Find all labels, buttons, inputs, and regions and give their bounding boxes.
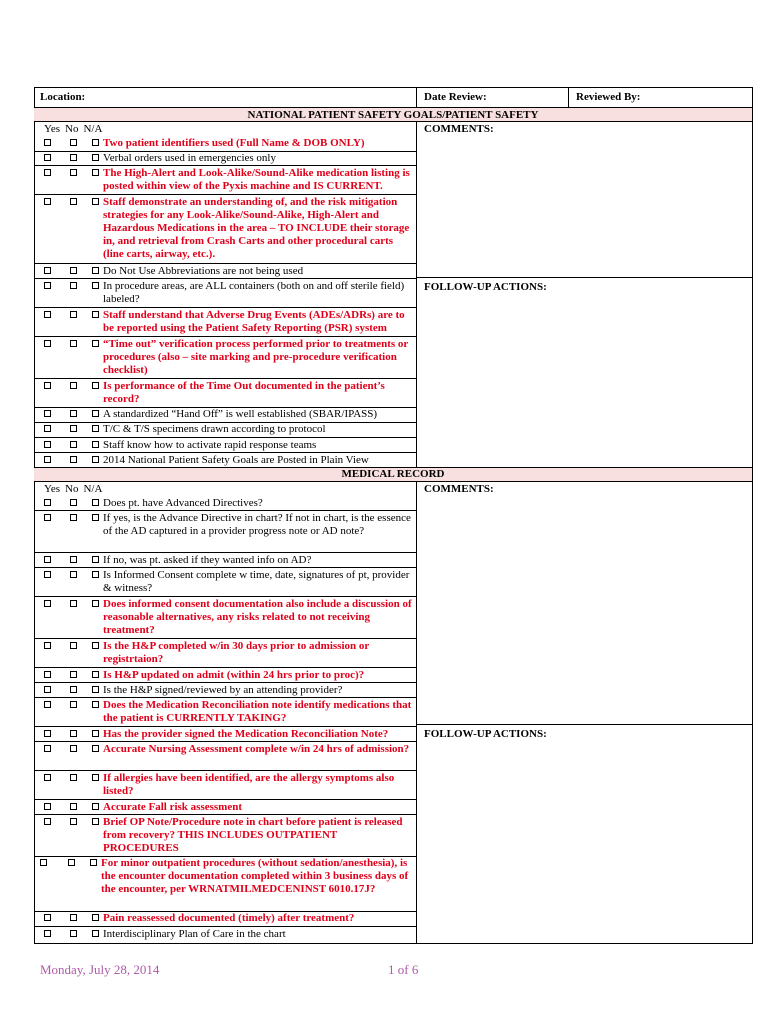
checkbox-na[interactable] bbox=[92, 774, 99, 781]
checklist-item bbox=[36, 928, 416, 941]
checklist-item bbox=[36, 167, 416, 193]
item-text: Does the Medication Reconciliation note identify medications that the patient is CURRENTLY TAKING? bbox=[103, 699, 412, 724]
check-boxes bbox=[36, 684, 102, 696]
checkbox-no[interactable] bbox=[70, 154, 77, 161]
check-boxes bbox=[36, 640, 102, 652]
checkbox-no[interactable] bbox=[70, 425, 77, 432]
check-boxes bbox=[36, 801, 102, 813]
checklist-item bbox=[36, 265, 416, 278]
check-boxes bbox=[36, 309, 102, 321]
section-rule bbox=[34, 121, 753, 122]
checkbox-yes[interactable] bbox=[44, 930, 51, 937]
checkbox-na[interactable] bbox=[92, 556, 99, 563]
checkbox-yes[interactable] bbox=[44, 311, 51, 318]
check-boxes bbox=[36, 280, 102, 292]
row-rule bbox=[34, 552, 417, 553]
na-label: N/A bbox=[83, 123, 103, 135]
checkbox-no[interactable] bbox=[70, 340, 77, 347]
checkbox-no[interactable] bbox=[70, 198, 77, 205]
checkbox-yes[interactable] bbox=[40, 859, 47, 866]
row-rule bbox=[34, 510, 417, 511]
check-boxes bbox=[36, 816, 102, 828]
follow-up-rule bbox=[416, 724, 753, 725]
checklist-item bbox=[36, 912, 416, 925]
item-text: Two patient identifiers used (Full Name & DOB ONLY) bbox=[103, 137, 365, 149]
checkbox-no[interactable] bbox=[70, 642, 77, 649]
checkbox-na[interactable] bbox=[92, 441, 99, 448]
checklist-item bbox=[36, 801, 416, 814]
checklist-item bbox=[36, 454, 416, 467]
checkbox-na[interactable] bbox=[92, 382, 99, 389]
checkbox-no[interactable] bbox=[70, 686, 77, 693]
footer-date: Monday, July 28, 2014 bbox=[40, 962, 160, 977]
item-text: Staff know how to activate rapid response teams bbox=[103, 439, 317, 451]
item-text: Accurate Nursing Assessment complete w/in 24 hrs of admission? bbox=[103, 743, 410, 755]
checkbox-yes[interactable] bbox=[44, 730, 51, 737]
check-boxes bbox=[36, 857, 102, 869]
checkbox-yes[interactable] bbox=[44, 803, 51, 810]
checkbox-yes[interactable] bbox=[44, 410, 51, 417]
checkbox-na[interactable] bbox=[92, 730, 99, 737]
checkbox-na[interactable] bbox=[92, 169, 99, 176]
row-rule bbox=[34, 452, 417, 453]
section-title-medical-record: MEDICAL RECORD bbox=[341, 468, 445, 480]
checklist-item bbox=[36, 497, 416, 510]
checklist-item bbox=[36, 640, 416, 666]
check-boxes bbox=[36, 423, 102, 435]
checklist-item bbox=[36, 772, 416, 798]
check-boxes bbox=[36, 454, 102, 466]
checkbox-yes[interactable] bbox=[44, 514, 51, 521]
item-text: Is performance of the Time Out documented in the patient’s record? bbox=[103, 380, 385, 405]
checkbox-yes[interactable] bbox=[44, 169, 51, 176]
checkbox-na[interactable] bbox=[92, 571, 99, 578]
row-rule bbox=[34, 263, 417, 264]
check-boxes bbox=[36, 137, 102, 149]
checkbox-na[interactable] bbox=[92, 267, 99, 274]
checkbox-na[interactable] bbox=[92, 745, 99, 752]
checkbox-no[interactable] bbox=[70, 671, 77, 678]
comments-label: COMMENTS: bbox=[424, 483, 494, 495]
checkbox-yes[interactable] bbox=[44, 642, 51, 649]
na-label: N/A bbox=[83, 483, 103, 495]
row-rule bbox=[34, 336, 417, 337]
checklist-item bbox=[36, 569, 416, 595]
row-rule bbox=[34, 741, 417, 742]
check-boxes bbox=[36, 196, 102, 208]
checkbox-no[interactable] bbox=[70, 514, 77, 521]
item-text: Does pt. have Advanced Directives? bbox=[103, 497, 263, 509]
column-divider bbox=[416, 481, 417, 944]
follow-up-actions-label: FOLLOW-UP ACTIONS: bbox=[424, 281, 547, 293]
checkbox-no[interactable] bbox=[70, 441, 77, 448]
checkbox-no[interactable] bbox=[70, 930, 77, 937]
checklist-item bbox=[36, 309, 416, 335]
checkbox-no[interactable] bbox=[70, 701, 77, 708]
checkbox-yes[interactable] bbox=[44, 282, 51, 289]
row-rule bbox=[34, 596, 417, 597]
checklist-item bbox=[36, 280, 416, 306]
checkbox-no[interactable] bbox=[70, 267, 77, 274]
row-rule bbox=[34, 667, 417, 668]
checkbox-no[interactable] bbox=[70, 499, 77, 506]
checkbox-yes[interactable] bbox=[44, 774, 51, 781]
row-rule bbox=[34, 567, 417, 568]
checkbox-no[interactable] bbox=[70, 311, 77, 318]
checkbox-yes[interactable] bbox=[44, 701, 51, 708]
checkbox-no[interactable] bbox=[70, 282, 77, 289]
item-text: Staff understand that Adverse Drug Events (ADEs/ADRs) are to be reported using the Patient Safety Reporting (PSR) system bbox=[103, 309, 405, 334]
checklist-item bbox=[36, 816, 416, 855]
item-text: Accurate Fall risk assessment bbox=[103, 801, 243, 813]
reviewed-by-label: Reviewed By: bbox=[576, 91, 641, 103]
checkbox-no[interactable] bbox=[70, 382, 77, 389]
checkbox-yes[interactable] bbox=[44, 154, 51, 161]
checklist-item bbox=[36, 699, 416, 725]
checkbox-no[interactable] bbox=[70, 139, 77, 146]
checkbox-na[interactable] bbox=[92, 154, 99, 161]
checklist-item bbox=[36, 423, 416, 436]
checkbox-no[interactable] bbox=[70, 600, 77, 607]
header-divider bbox=[416, 87, 417, 107]
checkbox-no[interactable] bbox=[70, 914, 77, 921]
row-rule bbox=[34, 378, 417, 379]
footer-page-number: 1 of 6 bbox=[388, 962, 419, 977]
checkbox-na[interactable] bbox=[92, 671, 99, 678]
checkbox-yes[interactable] bbox=[44, 267, 51, 274]
table-bottom-border bbox=[34, 943, 753, 944]
item-text: If allergies have been identified, are the allergy symptoms also listed? bbox=[103, 772, 395, 797]
row-rule bbox=[34, 194, 417, 195]
checkbox-na[interactable] bbox=[92, 686, 99, 693]
checkbox-yes[interactable] bbox=[44, 139, 51, 146]
table-right-border bbox=[752, 87, 753, 944]
check-boxes bbox=[36, 167, 102, 179]
row-rule bbox=[34, 799, 417, 800]
checklist-item bbox=[36, 669, 416, 682]
item-text: Do Not Use Abbreviations are not being used bbox=[103, 265, 304, 277]
yes-no-na-header bbox=[44, 483, 107, 496]
item-text: T/C & T/S specimens drawn according to protocol bbox=[103, 423, 326, 435]
follow-up-actions-label: FOLLOW-UP ACTIONS: bbox=[424, 728, 547, 740]
row-rule bbox=[34, 770, 417, 771]
checklist-item bbox=[36, 728, 416, 741]
checkbox-yes[interactable] bbox=[44, 745, 51, 752]
check-boxes bbox=[36, 439, 102, 451]
check-boxes bbox=[36, 554, 102, 566]
checklist-item bbox=[36, 512, 416, 551]
check-boxes bbox=[36, 265, 102, 277]
checkbox-yes[interactable] bbox=[44, 340, 51, 347]
row-rule bbox=[34, 437, 417, 438]
checklist-item bbox=[36, 439, 416, 452]
checkbox-no[interactable] bbox=[68, 859, 75, 866]
checkbox-no[interactable] bbox=[70, 571, 77, 578]
checkbox-no[interactable] bbox=[70, 456, 77, 463]
no-label: No bbox=[65, 123, 79, 135]
header-divider bbox=[568, 87, 569, 107]
checkbox-na[interactable] bbox=[92, 701, 99, 708]
checkbox-yes[interactable] bbox=[44, 456, 51, 463]
check-boxes bbox=[36, 408, 102, 420]
checklist-item bbox=[36, 857, 416, 910]
column-divider bbox=[416, 121, 417, 467]
checkbox-no[interactable] bbox=[70, 556, 77, 563]
item-text: If yes, is the Advance Directive in chart? If not in chart, is the essence of the AD captured in a provider progress note or AD note? bbox=[103, 512, 411, 537]
checkbox-na[interactable] bbox=[92, 930, 99, 937]
checklist-item bbox=[36, 137, 416, 150]
check-boxes bbox=[36, 728, 102, 740]
section-rule bbox=[34, 481, 753, 482]
checkbox-yes[interactable] bbox=[44, 818, 51, 825]
checkbox-na[interactable] bbox=[92, 642, 99, 649]
checkbox-na[interactable] bbox=[92, 139, 99, 146]
comments-label: COMMENTS: bbox=[424, 123, 494, 135]
check-boxes bbox=[36, 912, 102, 924]
item-text: Is the H&P completed w/in 30 days prior to admission or registrtaion? bbox=[103, 640, 370, 665]
item-text: 2014 National Patient Safety Goals are Posted in Plain View bbox=[103, 454, 369, 466]
check-boxes bbox=[36, 497, 102, 509]
row-rule bbox=[34, 278, 417, 279]
checkbox-yes[interactable] bbox=[44, 686, 51, 693]
item-text: Is the H&P signed/reviewed by an attending provider? bbox=[103, 684, 343, 696]
checklist-item bbox=[36, 554, 416, 567]
follow-up-rule bbox=[416, 277, 753, 278]
checkbox-yes[interactable] bbox=[44, 671, 51, 678]
item-text: Is H&P updated on admit (within 24 hrs prior to proc)? bbox=[103, 669, 365, 681]
checkbox-na[interactable] bbox=[92, 514, 99, 521]
checkbox-yes[interactable] bbox=[44, 198, 51, 205]
yes-no-na-header bbox=[44, 123, 107, 136]
checkbox-yes[interactable] bbox=[44, 571, 51, 578]
checkbox-no[interactable] bbox=[70, 774, 77, 781]
check-boxes bbox=[36, 512, 102, 524]
checklist-item bbox=[36, 380, 416, 406]
checkbox-na[interactable] bbox=[92, 914, 99, 921]
item-text: Verbal orders used in emergencies only bbox=[103, 152, 276, 164]
row-rule bbox=[34, 682, 417, 683]
check-boxes bbox=[36, 669, 102, 681]
item-text: Brief OP Note/Procedure note in chart before patient is released from recovery? THIS INCLUDES OUTPATIENT PROCEDURES bbox=[103, 816, 403, 854]
item-text: A standardized “Hand Off” is well established (SBAR/IPASS) bbox=[103, 408, 378, 420]
item-text: Pain reassessed documented (timely) after treatment? bbox=[103, 912, 355, 924]
checklist-item bbox=[36, 743, 416, 769]
checkbox-na[interactable] bbox=[92, 456, 99, 463]
item-text: Interdisciplinary Plan of Care in the chart bbox=[103, 928, 286, 940]
no-label: No bbox=[65, 483, 79, 495]
checkbox-na[interactable] bbox=[92, 410, 99, 417]
item-text: For minor outpatient procedures (without sedation/anesthesia), is the encounter documentation completed within 3 business days of the encounter, per WRNATMILMEDCENINST 6010.17J? bbox=[101, 857, 409, 895]
checkbox-na[interactable] bbox=[92, 499, 99, 506]
checkbox-no[interactable] bbox=[70, 410, 77, 417]
checkbox-yes[interactable] bbox=[44, 382, 51, 389]
row-rule bbox=[34, 926, 417, 927]
item-text: In procedure areas, are ALL containers (both on and off sterile field) labeled? bbox=[103, 280, 405, 305]
checkbox-na[interactable] bbox=[92, 311, 99, 318]
check-boxes bbox=[36, 772, 102, 784]
check-boxes bbox=[36, 338, 102, 350]
checklist-item bbox=[36, 598, 416, 637]
checklist-item bbox=[36, 196, 416, 262]
checkbox-na[interactable] bbox=[92, 425, 99, 432]
row-rule bbox=[34, 307, 417, 308]
checkbox-na[interactable] bbox=[92, 818, 99, 825]
row-rule bbox=[34, 638, 417, 639]
checklist-item bbox=[36, 684, 416, 697]
checkbox-na[interactable] bbox=[92, 282, 99, 289]
check-boxes bbox=[36, 598, 102, 610]
checkbox-no[interactable] bbox=[70, 169, 77, 176]
item-text: Is Informed Consent complete w time, date, signatures of pt, provider & witness? bbox=[103, 569, 410, 594]
checklist-item bbox=[36, 338, 416, 377]
section-title-patient-safety: NATIONAL PATIENT SAFETY GOALS/PATIENT SAFETY bbox=[247, 109, 539, 121]
item-text: Does informed consent documentation also include a discussion of reasonable alternatives, any risks related to not receiving treatment? bbox=[103, 598, 412, 636]
item-text: Staff demonstrate an understanding of, and the risk mitigation strategies for any Look-Alike/Sound-Alike, High-Alert and Hazardous Medications in the area – TO INCLUDE their storage in, and retrieval from Crash Carts and other procedural carts (line carts, airway, etc.). bbox=[103, 196, 410, 260]
item-text: If no, was pt. asked if they wanted info on AD? bbox=[103, 554, 312, 566]
row-rule bbox=[34, 165, 417, 166]
check-boxes bbox=[36, 699, 102, 711]
checklist-item bbox=[36, 408, 416, 421]
checkbox-yes[interactable] bbox=[44, 600, 51, 607]
row-rule bbox=[34, 726, 417, 727]
location-label: Location: bbox=[40, 91, 86, 103]
checkbox-yes[interactable] bbox=[44, 425, 51, 432]
checkbox-na[interactable] bbox=[92, 198, 99, 205]
yes-label: Yes bbox=[44, 483, 61, 495]
date-review-label: Date Review: bbox=[424, 91, 487, 103]
checklist-item bbox=[36, 152, 416, 165]
table-left-border bbox=[34, 87, 35, 944]
checkbox-yes[interactable] bbox=[44, 556, 51, 563]
check-boxes bbox=[36, 743, 102, 755]
checkbox-na[interactable] bbox=[92, 803, 99, 810]
item-text: “Time out” verification process performed prior to treatments or procedures (also – site marking and pre-procedure verification checklist) bbox=[103, 338, 409, 376]
yes-label: Yes bbox=[44, 123, 61, 135]
table-top-border bbox=[34, 87, 753, 88]
checkbox-no[interactable] bbox=[70, 803, 77, 810]
row-rule bbox=[34, 814, 417, 815]
checkbox-na[interactable] bbox=[90, 859, 97, 866]
check-boxes bbox=[36, 569, 102, 581]
item-text: The High-Alert and Look-Alike/Sound-Alike medication listing is posted within view of the Pyxis machine and IS CURRENT. bbox=[103, 167, 410, 192]
checkbox-na[interactable] bbox=[92, 340, 99, 347]
checkbox-no[interactable] bbox=[70, 745, 77, 752]
item-text: Has the provider signed the Medication Reconciliation Note? bbox=[103, 728, 389, 740]
check-boxes bbox=[36, 928, 102, 940]
check-boxes bbox=[36, 380, 102, 392]
check-boxes bbox=[36, 152, 102, 164]
checkbox-no[interactable] bbox=[70, 818, 77, 825]
checkbox-na[interactable] bbox=[92, 600, 99, 607]
checkbox-yes[interactable] bbox=[44, 499, 51, 506]
checkbox-no[interactable] bbox=[70, 730, 77, 737]
checkbox-yes[interactable] bbox=[44, 441, 51, 448]
checkbox-yes[interactable] bbox=[44, 914, 51, 921]
row-rule bbox=[34, 697, 417, 698]
